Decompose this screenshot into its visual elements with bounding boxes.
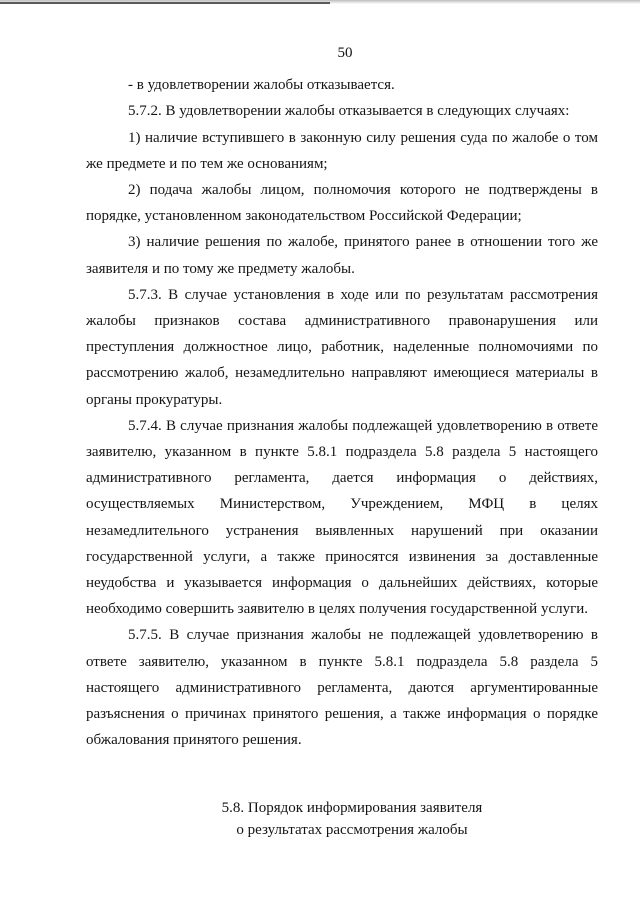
paragraph-case-3: 3) наличие решения по жалобе, принятого ранее в отношении того же заявителя и по тому же предмету жалобы.: [86, 234, 598, 277]
paragraph-5-7-2: 5.7.2. В удовлетворении жалобы отказывается в следующих случаях:: [128, 103, 570, 120]
paragraph-case-2: 2) подача жалобы лицом, полномочия которого не подтверждены в порядке, установленном законодательством Российской Федерации;: [86, 182, 598, 225]
section-heading-line-2: о результатах рассмотрения жалобы: [236, 822, 468, 838]
page-number: 50: [337, 45, 353, 61]
paragraph-refusal-line: - в удовлетворении жалобы отказывается.: [128, 77, 395, 94]
scan-artifact-line: [0, 2, 330, 4]
section-heading-line-1: 5.8. Порядок информирования заявителя: [221, 800, 483, 816]
paragraph-case-1: 1) наличие вступившего в законную силу решения суда по жалобе о том же предмете и по тем же основаниям;: [86, 129, 598, 172]
section-heading: [86, 797, 598, 841]
paragraph-5-7-5: 5.7.5. В случае признания жалобы не подлежащей удовлетворению в ответе заявителю, указанном в пункте 5.8.1 подраздела 5.8 раздела 5 настоящего административного регламента, даются аргументированные разъяснения о причинах принятого решения, а также информация о порядке обжалования принятого решения.: [86, 627, 598, 749]
paragraph-5-7-3: 5.7.3. В случае установления в ходе или по результатам рассмотрения жалобы признаков состава административного правонарушения или преступления должностное лицо, работник, наделенные полномочиями по рассмотрению жалоб, незамедлительно направляют имеющиеся материалы в органы прокуратуры.: [86, 286, 598, 408]
document-page: [86, 40, 598, 753]
paragraph-5-7-4: 5.7.4. В случае признания жалобы подлежащей удовлетворению в ответе заявителю, указанном в пункте 5.8.1 подраздела 5.8 раздела 5 настоящего административного регламента, дается информация о действиях, осуществляемых Министерством, Учреждением, МФЦ в целях незамедлительного устранения выявленных нарушений при оказании государственной услуги, а также приносятся извинения за доставленные неудобства и указывается информация о дальнейших действиях, которые необходимо совершить заявителю в целях получения государственной услуги.: [86, 417, 598, 618]
